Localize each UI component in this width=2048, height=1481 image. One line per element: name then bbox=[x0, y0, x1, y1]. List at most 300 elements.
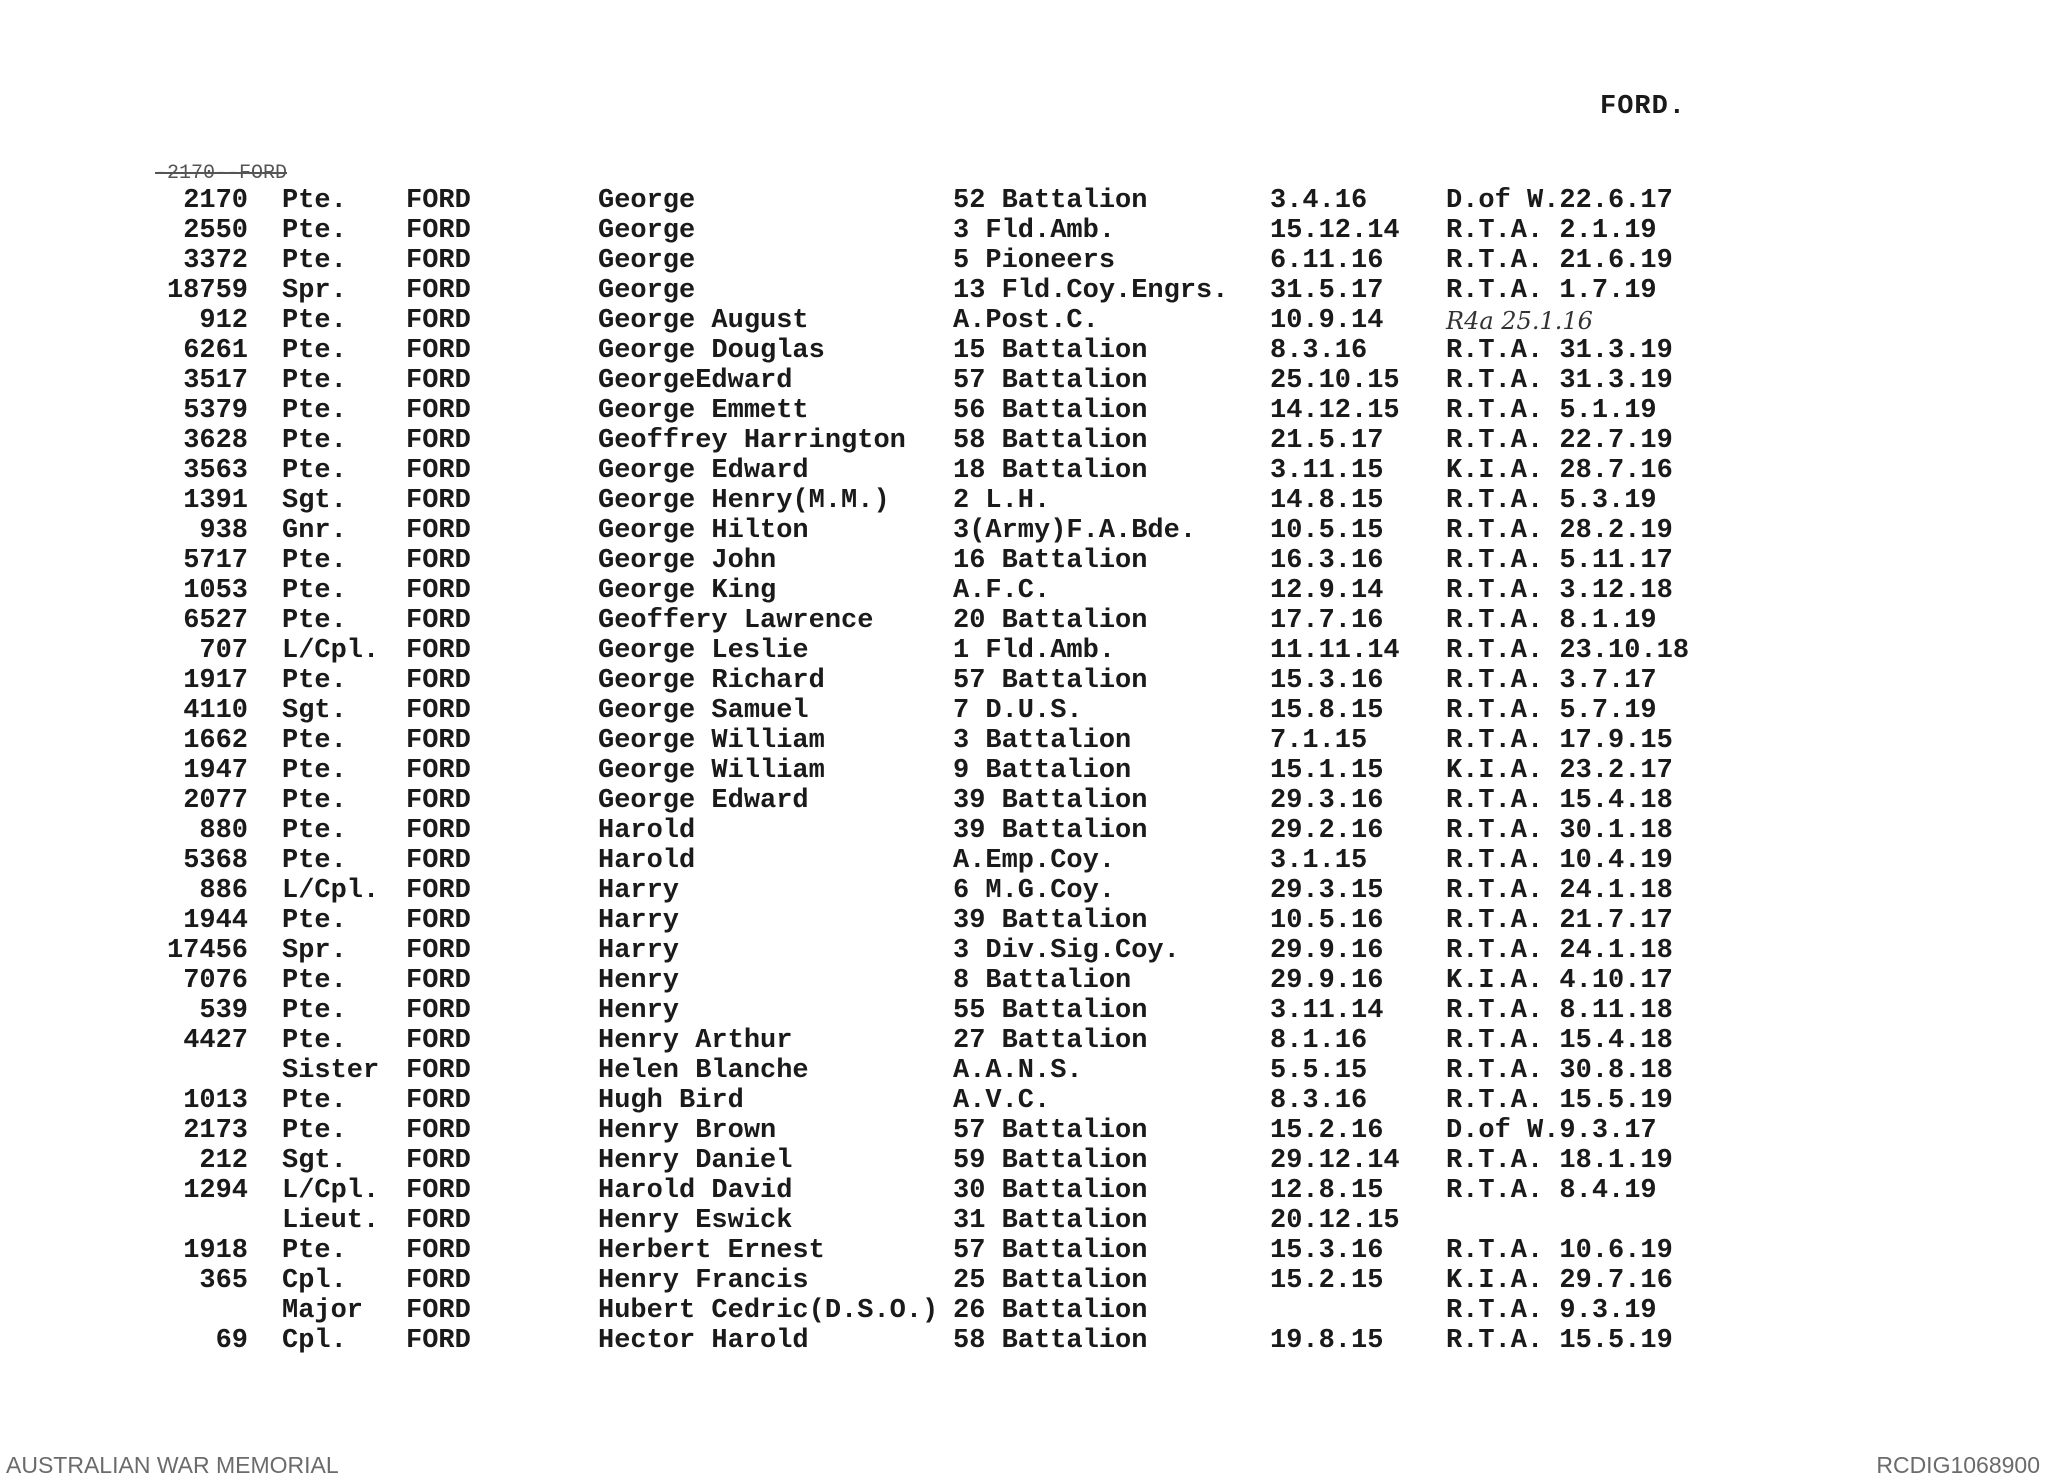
surname: FORD bbox=[406, 456, 471, 486]
enlistment-date: 14.12.15 bbox=[1270, 396, 1400, 426]
service-number: 4110 bbox=[183, 696, 248, 726]
rank: Spr. bbox=[282, 276, 347, 306]
unit: 13 Fld.Coy.Engrs. bbox=[953, 276, 1229, 306]
enlistment-date: 5.5.15 bbox=[1270, 1056, 1368, 1086]
unit: 20 Battalion bbox=[953, 606, 1148, 636]
rank: Pte. bbox=[282, 186, 347, 216]
unit: 31 Battalion bbox=[953, 1206, 1148, 1236]
surname: FORD bbox=[406, 1326, 471, 1356]
roll-row bbox=[0, 1116, 2048, 1146]
enlistment-date: 15.2.15 bbox=[1270, 1266, 1384, 1296]
surname: FORD bbox=[406, 696, 471, 726]
rank: Pte. bbox=[282, 306, 347, 336]
fate: R.T.A. 30.1.18 bbox=[1446, 816, 1673, 846]
footer-record-id: RCDIG1068900 bbox=[1876, 1452, 2040, 1478]
unit: 39 Battalion bbox=[953, 816, 1148, 846]
given-names: Henry Eswick bbox=[598, 1206, 793, 1236]
fate: K.I.A. 23.2.17 bbox=[1446, 756, 1673, 786]
unit: 6 M.G.Coy. bbox=[953, 876, 1116, 906]
enlistment-date: 31.5.17 bbox=[1270, 276, 1384, 306]
fate: D.of W.22.6.17 bbox=[1446, 186, 1673, 216]
fate: R.T.A. 8.11.18 bbox=[1446, 996, 1673, 1026]
surname: FORD bbox=[406, 786, 471, 816]
given-names: Helen Blanche bbox=[598, 1056, 809, 1086]
unit: A.A.N.S. bbox=[953, 1056, 1083, 1086]
roll-row bbox=[0, 516, 2048, 546]
enlistment-date: 12.9.14 bbox=[1270, 576, 1384, 606]
given-names: Henry bbox=[598, 966, 680, 996]
enlistment-date: 15.2.16 bbox=[1270, 1116, 1384, 1146]
given-names: George bbox=[598, 276, 696, 306]
given-names: George Edward bbox=[598, 786, 809, 816]
given-names: Harold bbox=[598, 846, 696, 876]
roll-row bbox=[0, 1086, 2048, 1116]
enlistment-date: 14.8.15 bbox=[1270, 486, 1384, 516]
enlistment-date: 17.7.16 bbox=[1270, 606, 1384, 636]
service-number: 1294 bbox=[183, 1176, 248, 1206]
fate: R.T.A. 3.12.18 bbox=[1446, 576, 1673, 606]
enlistment-date: 29.12.14 bbox=[1270, 1146, 1400, 1176]
roll-row bbox=[0, 216, 2048, 246]
enlistment-date: 11.11.14 bbox=[1270, 636, 1400, 666]
roll-row bbox=[0, 246, 2048, 276]
unit: 9 Battalion bbox=[953, 756, 1132, 786]
rank: Pte. bbox=[282, 726, 347, 756]
service-number: 539 bbox=[199, 996, 248, 1026]
unit: 52 Battalion bbox=[953, 186, 1148, 216]
fate: R.T.A. 8.4.19 bbox=[1446, 1176, 1657, 1206]
surname: FORD bbox=[406, 1266, 471, 1296]
rank: Major bbox=[282, 1296, 364, 1326]
given-names: George William bbox=[598, 726, 825, 756]
rank: Pte. bbox=[282, 666, 347, 696]
unit: 59 Battalion bbox=[953, 1146, 1148, 1176]
rank: Pte. bbox=[282, 246, 347, 276]
given-names: George August bbox=[598, 306, 809, 336]
roll-row bbox=[0, 876, 2048, 906]
fate: R.T.A. 21.6.19 bbox=[1446, 246, 1673, 276]
fate: R.T.A. 18.1.19 bbox=[1446, 1146, 1673, 1176]
surname: FORD bbox=[406, 816, 471, 846]
service-number: 2550 bbox=[183, 216, 248, 246]
surname: FORD bbox=[406, 546, 471, 576]
rank: Pte. bbox=[282, 606, 347, 636]
footer-archive-name: AUSTRALIAN WAR MEMORIAL bbox=[6, 1452, 339, 1478]
service-number: 1662 bbox=[183, 726, 248, 756]
rank: Pte. bbox=[282, 786, 347, 816]
rank: L/Cpl. bbox=[282, 1176, 380, 1206]
unit: 30 Battalion bbox=[953, 1176, 1148, 1206]
given-names: George bbox=[598, 216, 696, 246]
rank: Pte. bbox=[282, 756, 347, 786]
surname: FORD bbox=[406, 636, 471, 666]
surname: FORD bbox=[406, 966, 471, 996]
roll-row bbox=[0, 396, 2048, 426]
service-number: 69 bbox=[215, 1326, 248, 1356]
rank: Cpl. bbox=[282, 1326, 347, 1356]
surname: FORD bbox=[406, 516, 471, 546]
fate: R.T.A. 22.7.19 bbox=[1446, 426, 1673, 456]
unit: 25 Battalion bbox=[953, 1266, 1148, 1296]
fate: R.T.A. 31.3.19 bbox=[1446, 336, 1673, 366]
given-names: George William bbox=[598, 756, 825, 786]
fate: R.T.A. 3.7.17 bbox=[1446, 666, 1657, 696]
service-number: 938 bbox=[199, 516, 248, 546]
enlistment-date: 29.3.15 bbox=[1270, 876, 1384, 906]
roll-row bbox=[0, 906, 2048, 936]
enlistment-date: 29.3.16 bbox=[1270, 786, 1384, 816]
enlistment-date: 15.3.16 bbox=[1270, 1236, 1384, 1266]
unit: 5 Pioneers bbox=[953, 246, 1116, 276]
given-names: George Douglas bbox=[598, 336, 825, 366]
fate: R.T.A. 31.3.19 bbox=[1446, 366, 1673, 396]
fate: D.of W.9.3.17 bbox=[1446, 1116, 1657, 1146]
enlistment-date: 25.10.15 bbox=[1270, 366, 1400, 396]
surname: FORD bbox=[406, 1236, 471, 1266]
unit: 16 Battalion bbox=[953, 546, 1148, 576]
given-names: George John bbox=[598, 546, 777, 576]
enlistment-date: 6.11.16 bbox=[1270, 246, 1384, 276]
rank: L/Cpl. bbox=[282, 636, 380, 666]
roll-row bbox=[0, 1056, 2048, 1086]
surname: FORD bbox=[406, 336, 471, 366]
roll-row bbox=[0, 996, 2048, 1026]
surname: FORD bbox=[406, 366, 471, 396]
surname: FORD bbox=[406, 936, 471, 966]
service-number: 17456 bbox=[166, 936, 248, 966]
enlistment-date: 20.12.15 bbox=[1270, 1206, 1400, 1236]
roll-row bbox=[0, 756, 2048, 786]
given-names: Henry Francis bbox=[598, 1266, 809, 1296]
rank: Pte. bbox=[282, 816, 347, 846]
given-names: Henry bbox=[598, 996, 680, 1026]
rank: Pte. bbox=[282, 396, 347, 426]
enlistment-date: 8.3.16 bbox=[1270, 1086, 1368, 1116]
service-number: 880 bbox=[199, 816, 248, 846]
unit: 26 Battalion bbox=[953, 1296, 1148, 1326]
service-number: 5379 bbox=[183, 396, 248, 426]
roll-row bbox=[0, 636, 2048, 666]
unit: 1 Fld.Amb. bbox=[953, 636, 1116, 666]
roll-row bbox=[0, 1146, 2048, 1176]
enlistment-date: 10.5.16 bbox=[1270, 906, 1384, 936]
unit: A.Post.C. bbox=[953, 306, 1099, 336]
unit: 2 L.H. bbox=[953, 486, 1051, 516]
unit: 15 Battalion bbox=[953, 336, 1148, 366]
service-number: 1947 bbox=[183, 756, 248, 786]
surname: FORD bbox=[406, 606, 471, 636]
enlistment-date: 16.3.16 bbox=[1270, 546, 1384, 576]
given-names: GeorgeEdward bbox=[598, 366, 793, 396]
unit: 57 Battalion bbox=[953, 1236, 1148, 1266]
unit: 39 Battalion bbox=[953, 906, 1148, 936]
roll-row bbox=[0, 696, 2048, 726]
rank: Sgt. bbox=[282, 486, 347, 516]
surname: FORD bbox=[406, 1116, 471, 1146]
roll-row bbox=[0, 726, 2048, 756]
given-names: Herbert Ernest bbox=[598, 1236, 825, 1266]
service-number: 3517 bbox=[183, 366, 248, 396]
fate: R.T.A. 21.7.17 bbox=[1446, 906, 1673, 936]
given-names: Geoffery Lawrence bbox=[598, 606, 874, 636]
service-number: 3563 bbox=[183, 456, 248, 486]
roll-row bbox=[0, 486, 2048, 516]
roll-row bbox=[0, 186, 2048, 216]
fate: R.T.A. 10.4.19 bbox=[1446, 846, 1673, 876]
roll-row bbox=[0, 366, 2048, 396]
rank: Gnr. bbox=[282, 516, 347, 546]
surname: FORD bbox=[406, 216, 471, 246]
surname: FORD bbox=[406, 1206, 471, 1236]
given-names: Harold David bbox=[598, 1176, 793, 1206]
surname: FORD bbox=[406, 846, 471, 876]
unit: 58 Battalion bbox=[953, 426, 1148, 456]
service-number: 5368 bbox=[183, 846, 248, 876]
fate: R.T.A. 24.1.18 bbox=[1446, 876, 1673, 906]
fate: R.T.A. 9.3.19 bbox=[1446, 1296, 1657, 1326]
given-names: Harry bbox=[598, 906, 680, 936]
fate: K.I.A. 4.10.17 bbox=[1446, 966, 1673, 996]
fate: R.T.A. 24.1.18 bbox=[1446, 936, 1673, 966]
unit: 57 Battalion bbox=[953, 366, 1148, 396]
service-number: 3372 bbox=[183, 246, 248, 276]
surname: FORD bbox=[406, 666, 471, 696]
given-names: George Edward bbox=[598, 456, 809, 486]
given-names: George Richard bbox=[598, 666, 825, 696]
service-number: 4427 bbox=[183, 1026, 248, 1056]
unit: 56 Battalion bbox=[953, 396, 1148, 426]
surname: FORD bbox=[406, 306, 471, 336]
rank: Spr. bbox=[282, 936, 347, 966]
fate: R.T.A. 15.4.18 bbox=[1446, 1026, 1673, 1056]
roll-row bbox=[0, 546, 2048, 576]
roll-row bbox=[0, 1296, 2048, 1326]
roll-row bbox=[0, 846, 2048, 876]
fate: K.I.A. 28.7.16 bbox=[1446, 456, 1673, 486]
rank: Pte. bbox=[282, 1236, 347, 1266]
fate: R.T.A. 28.2.19 bbox=[1446, 516, 1673, 546]
given-names: George Hilton bbox=[598, 516, 809, 546]
unit: 58 Battalion bbox=[953, 1326, 1148, 1356]
fate: K.I.A. 29.7.16 bbox=[1446, 1266, 1673, 1296]
rank: Sgt. bbox=[282, 696, 347, 726]
unit: 57 Battalion bbox=[953, 1116, 1148, 1146]
page-title: FORD. bbox=[1600, 92, 1687, 122]
service-number: 212 bbox=[199, 1146, 248, 1176]
roll-row bbox=[0, 1326, 2048, 1356]
given-names: Harry bbox=[598, 936, 680, 966]
fate: R.T.A. 8.1.19 bbox=[1446, 606, 1657, 636]
rank: Lieut. bbox=[282, 1206, 380, 1236]
given-names: George Emmett bbox=[598, 396, 809, 426]
fate: R.T.A. 5.11.17 bbox=[1446, 546, 1673, 576]
given-names: George bbox=[598, 186, 696, 216]
surname: FORD bbox=[406, 1026, 471, 1056]
rank: Sgt. bbox=[282, 1146, 347, 1176]
fate: R.T.A. 10.6.19 bbox=[1446, 1236, 1673, 1266]
rank: Cpl. bbox=[282, 1266, 347, 1296]
surname: FORD bbox=[406, 486, 471, 516]
service-number: 2173 bbox=[183, 1116, 248, 1146]
enlistment-date: 8.3.16 bbox=[1270, 336, 1368, 366]
service-number: 6261 bbox=[183, 336, 248, 366]
roll-row bbox=[0, 576, 2048, 606]
roll-row bbox=[0, 966, 2048, 996]
roll-row bbox=[0, 456, 2048, 486]
service-number: 1918 bbox=[183, 1236, 248, 1266]
service-number: 7076 bbox=[183, 966, 248, 996]
rank: Pte. bbox=[282, 1086, 347, 1116]
given-names: George Leslie bbox=[598, 636, 809, 666]
enlistment-date: 15.8.15 bbox=[1270, 696, 1384, 726]
roll-row bbox=[0, 276, 2048, 306]
roll-row bbox=[0, 426, 2048, 456]
enlistment-date: 15.1.15 bbox=[1270, 756, 1384, 786]
unit: A.V.C. bbox=[953, 1086, 1051, 1116]
unit: 7 D.U.S. bbox=[953, 696, 1083, 726]
fate: R.T.A. 15.5.19 bbox=[1446, 1326, 1673, 1356]
service-number: 6527 bbox=[183, 606, 248, 636]
unit: 55 Battalion bbox=[953, 996, 1148, 1026]
surname: FORD bbox=[406, 876, 471, 906]
roll-row bbox=[0, 1026, 2048, 1056]
surname: FORD bbox=[406, 1296, 471, 1326]
surname: FORD bbox=[406, 276, 471, 306]
unit: A.F.C. bbox=[953, 576, 1051, 606]
enlistment-date: 3.11.15 bbox=[1270, 456, 1384, 486]
roll-row bbox=[0, 1266, 2048, 1296]
service-number: 365 bbox=[199, 1266, 248, 1296]
fate: R.T.A. 15.5.19 bbox=[1446, 1086, 1673, 1116]
roll-row bbox=[0, 666, 2048, 696]
surname: FORD bbox=[406, 906, 471, 936]
surname: FORD bbox=[406, 756, 471, 786]
roll-row bbox=[0, 936, 2048, 966]
surname: FORD bbox=[406, 1146, 471, 1176]
surname: FORD bbox=[406, 1086, 471, 1116]
given-names: George Henry(M.M.) bbox=[598, 486, 890, 516]
unit: 3 Fld.Amb. bbox=[953, 216, 1116, 246]
enlistment-date: 10.9.14 bbox=[1270, 306, 1384, 336]
enlistment-date: 10.5.15 bbox=[1270, 516, 1384, 546]
enlistment-date: 29.2.16 bbox=[1270, 816, 1384, 846]
service-number: 1013 bbox=[183, 1086, 248, 1116]
service-number: 1917 bbox=[183, 666, 248, 696]
fate: R.T.A. 15.4.18 bbox=[1446, 786, 1673, 816]
roll-row bbox=[0, 1176, 2048, 1206]
enlistment-date: 19.8.15 bbox=[1270, 1326, 1384, 1356]
enlistment-date: 8.1.16 bbox=[1270, 1026, 1368, 1056]
enlistment-date: 15.12.14 bbox=[1270, 216, 1400, 246]
given-names: George Samuel bbox=[598, 696, 809, 726]
surname: FORD bbox=[406, 996, 471, 1026]
surname: FORD bbox=[406, 1176, 471, 1206]
roll-row bbox=[0, 1236, 2048, 1266]
given-names: George King bbox=[598, 576, 777, 606]
service-number: 886 bbox=[199, 876, 248, 906]
fate: R.T.A. 2.1.19 bbox=[1446, 216, 1657, 246]
service-number: 2170 bbox=[183, 186, 248, 216]
service-number: 3628 bbox=[183, 426, 248, 456]
fate: R.T.A. 17.9.15 bbox=[1446, 726, 1673, 756]
unit: 3 Battalion bbox=[953, 726, 1132, 756]
service-number: 912 bbox=[199, 306, 248, 336]
given-names: Harold bbox=[598, 816, 696, 846]
surname: FORD bbox=[406, 186, 471, 216]
unit: 8 Battalion bbox=[953, 966, 1132, 996]
enlistment-date: 29.9.16 bbox=[1270, 966, 1384, 996]
nominal-roll-list bbox=[0, 186, 2048, 1356]
enlistment-date: 7.1.15 bbox=[1270, 726, 1368, 756]
unit: 18 Battalion bbox=[953, 456, 1148, 486]
given-names: George bbox=[598, 246, 696, 276]
roll-row bbox=[0, 816, 2048, 846]
unit: 39 Battalion bbox=[953, 786, 1148, 816]
enlistment-date: 3.4.16 bbox=[1270, 186, 1368, 216]
rank: Pte. bbox=[282, 1026, 347, 1056]
rank: L/Cpl. bbox=[282, 876, 380, 906]
surname: FORD bbox=[406, 396, 471, 426]
surname: FORD bbox=[406, 1056, 471, 1086]
rank: Pte. bbox=[282, 906, 347, 936]
roll-row bbox=[0, 306, 2048, 336]
fate: R.T.A. 30.8.18 bbox=[1446, 1056, 1673, 1086]
rank: Pte. bbox=[282, 426, 347, 456]
rank: Pte. bbox=[282, 456, 347, 486]
fate: R.T.A. 5.3.19 bbox=[1446, 486, 1657, 516]
surname: FORD bbox=[406, 576, 471, 606]
rank: Pte. bbox=[282, 1116, 347, 1146]
given-names: Geoffrey Harrington bbox=[598, 426, 906, 456]
enlistment-date: 29.9.16 bbox=[1270, 936, 1384, 966]
rank: Pte. bbox=[282, 996, 347, 1026]
service-number: 5717 bbox=[183, 546, 248, 576]
rank: Pte. bbox=[282, 966, 347, 996]
given-names: Henry Arthur bbox=[598, 1026, 793, 1056]
surname: FORD bbox=[406, 726, 471, 756]
enlistment-date: 21.5.17 bbox=[1270, 426, 1384, 456]
roll-row bbox=[0, 606, 2048, 636]
service-number: 1944 bbox=[183, 906, 248, 936]
unit: 3 Div.Sig.Coy. bbox=[953, 936, 1180, 966]
fate: R.T.A. 5.7.19 bbox=[1446, 696, 1657, 726]
unit: 3(Army)F.A.Bde. bbox=[953, 516, 1197, 546]
surname: FORD bbox=[406, 426, 471, 456]
surname: FORD bbox=[406, 246, 471, 276]
roll-row bbox=[0, 1206, 2048, 1236]
service-number: 1391 bbox=[183, 486, 248, 516]
rank: Pte. bbox=[282, 546, 347, 576]
rank: Pte. bbox=[282, 576, 347, 606]
given-names: Hector Harold bbox=[598, 1326, 809, 1356]
fate: R.T.A. 1.7.19 bbox=[1446, 276, 1657, 306]
enlistment-date: 15.3.16 bbox=[1270, 666, 1384, 696]
fate: R.T.A. 23.10.18 bbox=[1446, 636, 1690, 666]
given-names: Henry Brown bbox=[598, 1116, 777, 1146]
given-names: Harry bbox=[598, 876, 680, 906]
rank: Pte. bbox=[282, 366, 347, 396]
service-number: 2077 bbox=[183, 786, 248, 816]
rank: Pte. bbox=[282, 846, 347, 876]
service-number: 18759 bbox=[166, 276, 248, 306]
rank: Pte. bbox=[282, 216, 347, 246]
service-number: 1053 bbox=[183, 576, 248, 606]
rank: Sister bbox=[282, 1056, 380, 1086]
given-names: Henry Daniel bbox=[598, 1146, 793, 1176]
unit: A.Emp.Coy. bbox=[953, 846, 1116, 876]
service-number: 707 bbox=[199, 636, 248, 666]
enlistment-date: 12.8.15 bbox=[1270, 1176, 1384, 1206]
